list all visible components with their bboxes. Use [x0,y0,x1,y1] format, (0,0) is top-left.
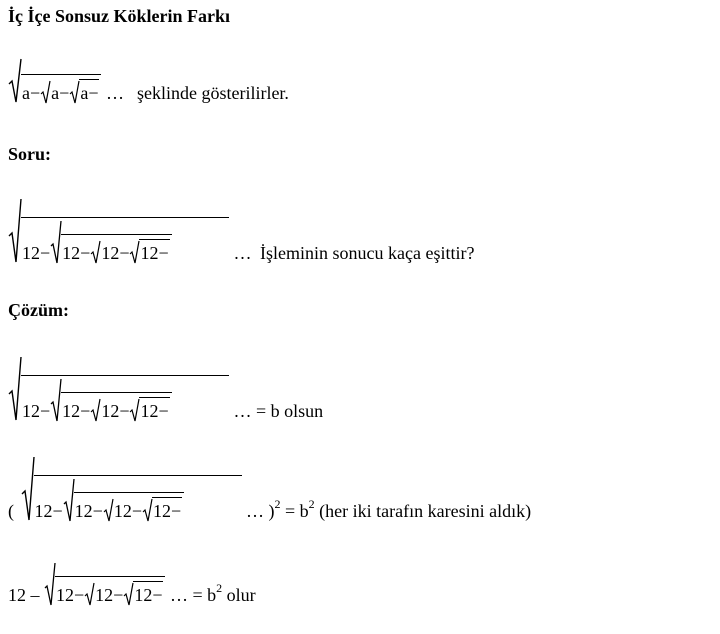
close-paren: )$^2 = b^2$ (her iki tarafın karesini aldık) [268,497,532,521]
minus-sign: − [80,243,91,263]
radical-4 [142,497,182,522]
question-text: İşleminin sonucu kaça eşittir? [260,243,475,263]
page-title: İç İçe Sonsuz Köklerin Farkı [8,6,231,26]
question-label: Soru: [8,144,52,164]
minus-sign: − [52,501,63,521]
radical-1 [21,456,242,522]
radical-1 [8,198,229,264]
radical-2 [50,378,171,422]
radical-sign-icon [8,356,22,422]
number-12: 12 [62,243,81,263]
number-12: 12 [152,501,171,521]
radical-2 [44,562,165,606]
question-line [8,198,474,264]
minus-sign: − [40,243,51,263]
minus-sign: − [131,501,142,521]
definition-line [8,58,289,104]
radicand-a: a [51,83,60,103]
radicand-a: a [22,83,30,103]
number-12: 12 [62,401,81,421]
number-12: 12 [95,585,114,605]
number-12: 12 [101,243,120,263]
minus-sign: − [40,401,51,421]
minus-sign: − [59,83,70,103]
radical-2 [50,220,171,264]
radical-3 [84,579,164,606]
radical-sign-icon [8,198,22,264]
radicand-a: a [80,83,89,103]
step-3-prefix: 12 – [8,585,40,605]
radical-inner [69,79,99,104]
minus-sign: − [80,401,91,421]
number-12: 12 [134,585,153,605]
minus-sign: − [158,401,169,421]
solution-step-3 [8,562,256,606]
minus-sign: − [119,401,130,421]
ellipsis: … [246,501,264,521]
minus-sign: − [119,243,130,263]
step-3-equation: … = $b^2$ olur [169,581,256,605]
solution-step-2 [8,456,531,522]
definition-text: şeklinde gösterilirler. [136,83,289,103]
radical-4 [123,581,163,606]
ellipsis: … [233,401,252,421]
minus-sign: − [74,585,85,605]
radical-1 [8,356,229,422]
solution-step-1 [8,356,323,422]
number-12: 12 [22,401,40,421]
radical-sign-icon [21,456,35,522]
radical-3 [103,495,183,522]
number-12: 12 [56,585,74,605]
minus-sign: − [152,585,163,605]
radical-sign-icon [8,58,22,104]
radical-4 [129,397,169,422]
solution-label: Çözüm: [8,300,69,320]
radical-3 [90,237,170,264]
number-12: 12 [101,401,120,421]
number-12: 12 [74,501,93,521]
radical-middle [40,77,100,104]
number-12: 12 [113,501,132,521]
minus-sign: − [92,501,103,521]
number-12: 12 [22,243,40,263]
minus-sign: − [158,243,169,263]
ellipsis: … [105,83,124,103]
minus-sign: − [113,585,124,605]
radical-4 [129,239,169,264]
radical-3 [90,395,170,422]
number-12: 12 [140,401,159,421]
number-12: 12 [140,243,159,263]
radical-2 [63,478,184,522]
minus-sign: − [170,501,182,521]
step-1-text: = b olsun [256,401,324,421]
number-12: 12 [34,501,53,521]
minus-sign: − [88,83,99,103]
ellipsis: … [233,243,252,263]
open-paren: ( [8,501,14,521]
radical-outer [8,58,101,104]
minus-sign: − [30,83,41,103]
